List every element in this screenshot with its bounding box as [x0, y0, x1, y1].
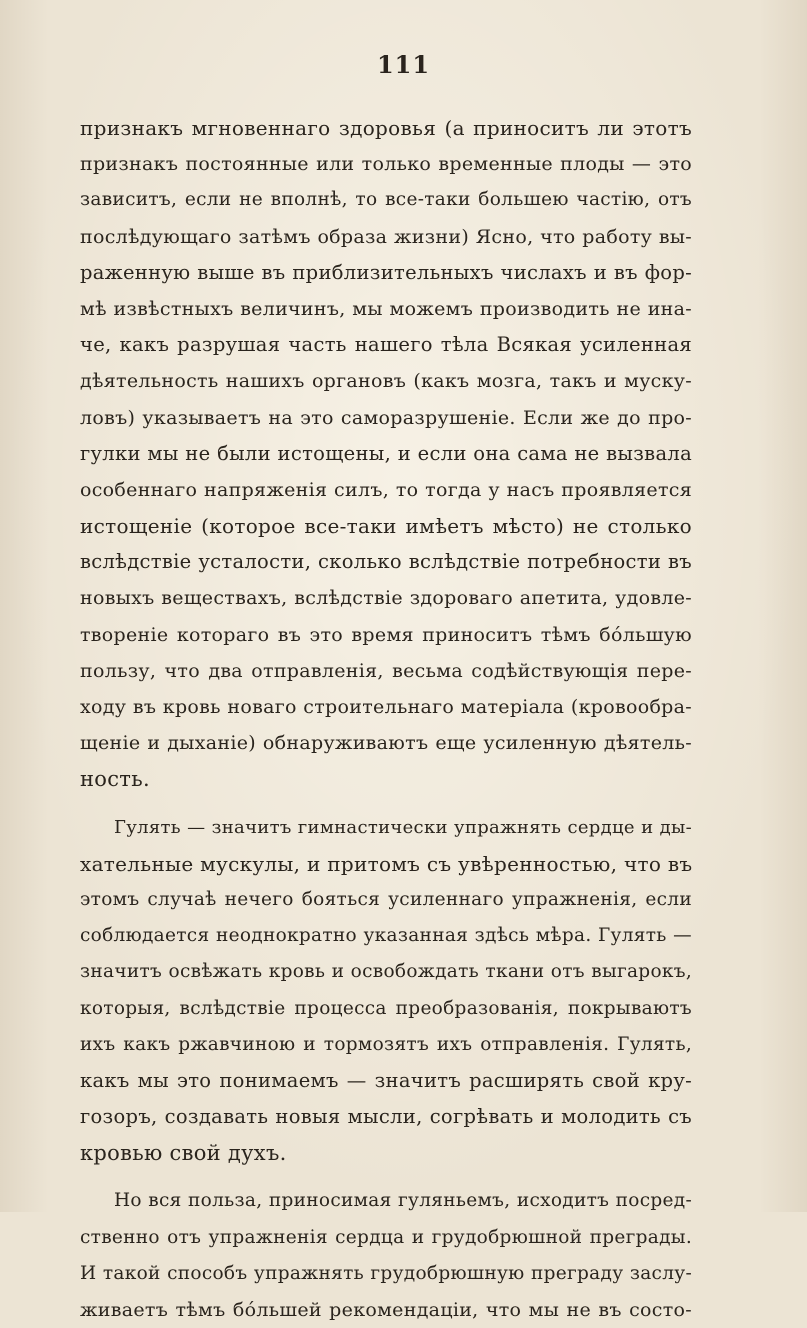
- text-line: какъ мы это понимаемъ — значитъ расширять свой кру-: [80, 1068, 692, 1092]
- paragraph-gap: [80, 1171, 692, 1183]
- text-line: значитъ освѣжать кровь и освобождать ткани отъ выгарокъ,: [80, 961, 692, 983]
- paragraph-3: [80, 1183, 692, 1328]
- text-line: гозоръ, создавать новыя мысли, согрѣвать и молодить съ: [80, 1105, 692, 1129]
- text-line: хательные мускулы, и притомъ съ увѣренностью, что въ: [80, 851, 692, 876]
- text-line: ходу въ кровь новаго строительнаго матеріала (кровообра-: [80, 696, 692, 718]
- paragraph-2: [80, 810, 692, 1172]
- text-line: живаетъ тѣмъ бо́льшей рекомендаціи, что мы не въ состо-: [80, 1299, 692, 1321]
- text-line: че, какъ разрушая часть нашего тѣла Всякая усиленная: [80, 333, 692, 357]
- text-line: Гулять — значитъ гимнастически упражнять сердце и ды-: [114, 816, 692, 838]
- text-line: раженную выше въ приблизительныхъ числахъ и въ фор-: [80, 260, 692, 284]
- text-line: вслѣдствіе усталости, сколько вслѣдствіе потребности въ: [80, 550, 692, 574]
- text-line: ловъ) указываетъ на это саморазрушеніе. Если же до про-: [80, 406, 692, 429]
- text-line: признакъ мгновеннаго здоровья (а приноситъ ли этотъ: [80, 116, 692, 140]
- paragraph-1: [80, 110, 692, 798]
- text-line: мѣ извѣстныхъ величинъ, мы можемъ производить не ина-: [80, 297, 692, 320]
- text-line: ственно отъ упражненія сердца и грудобрюшной преграды.: [80, 1226, 692, 1248]
- text-line: новыхъ веществахъ, вслѣдствіе здороваго апетита, удовле-: [80, 587, 692, 610]
- text-line: дѣятельность нашихъ органовъ (какъ мозга, такъ и муску-: [80, 370, 692, 393]
- text-line: соблюдается неоднократно указанная здѣсь мѣра. Гулять —: [80, 925, 692, 947]
- text-line: послѣдующаго затѣмъ образа жизни) Ясно, что работу вы-: [80, 225, 692, 248]
- text-line: пользу, что два отправленія, весьма содѣйствующія пере-: [80, 659, 692, 682]
- text-line: истощеніе (которое все-таки имѣетъ мѣсто) не столько: [80, 514, 692, 539]
- text-line: особеннаго напряженія силъ, то тогда у насъ проявляется: [80, 478, 692, 501]
- text-line: этомъ случаѣ нечего бояться усиленнаго упражненія, если: [80, 888, 692, 910]
- text-line: Но вся польза, приносимая гуляньемъ, исходитъ посред-: [114, 1190, 692, 1212]
- text-line: щеніе и дыханіе) обнаруживаютъ еще усиленную дѣятель-: [80, 732, 692, 755]
- text-line: ность.: [80, 767, 150, 792]
- text-line: гулки мы не были истощены, и если она сама не вызвала: [80, 441, 692, 465]
- text-line: И такой способъ упражнять грудобрюшную преграду заслу-: [80, 1262, 692, 1284]
- text-line: кровью свой духъ.: [80, 1141, 287, 1166]
- paragraph-gap: [80, 798, 692, 810]
- page-number: 111: [376, 50, 431, 79]
- body-text: [80, 110, 692, 1328]
- text-line: признакъ постоянные или только временные плоды — это: [80, 153, 692, 176]
- text-line: твореніе котораго въ это время приноситъ тѣмъ бо́льшую: [80, 623, 692, 646]
- text-line: зависитъ, если не вполнѣ, то все-таки большею частію, отъ: [80, 189, 692, 211]
- text-line: которыя, вслѣдствіе процесса преобразованія, покрываютъ: [80, 997, 692, 1019]
- text-line: ихъ какъ ржавчиною и тормозятъ ихъ отправленія. Гулять,: [80, 1033, 692, 1055]
